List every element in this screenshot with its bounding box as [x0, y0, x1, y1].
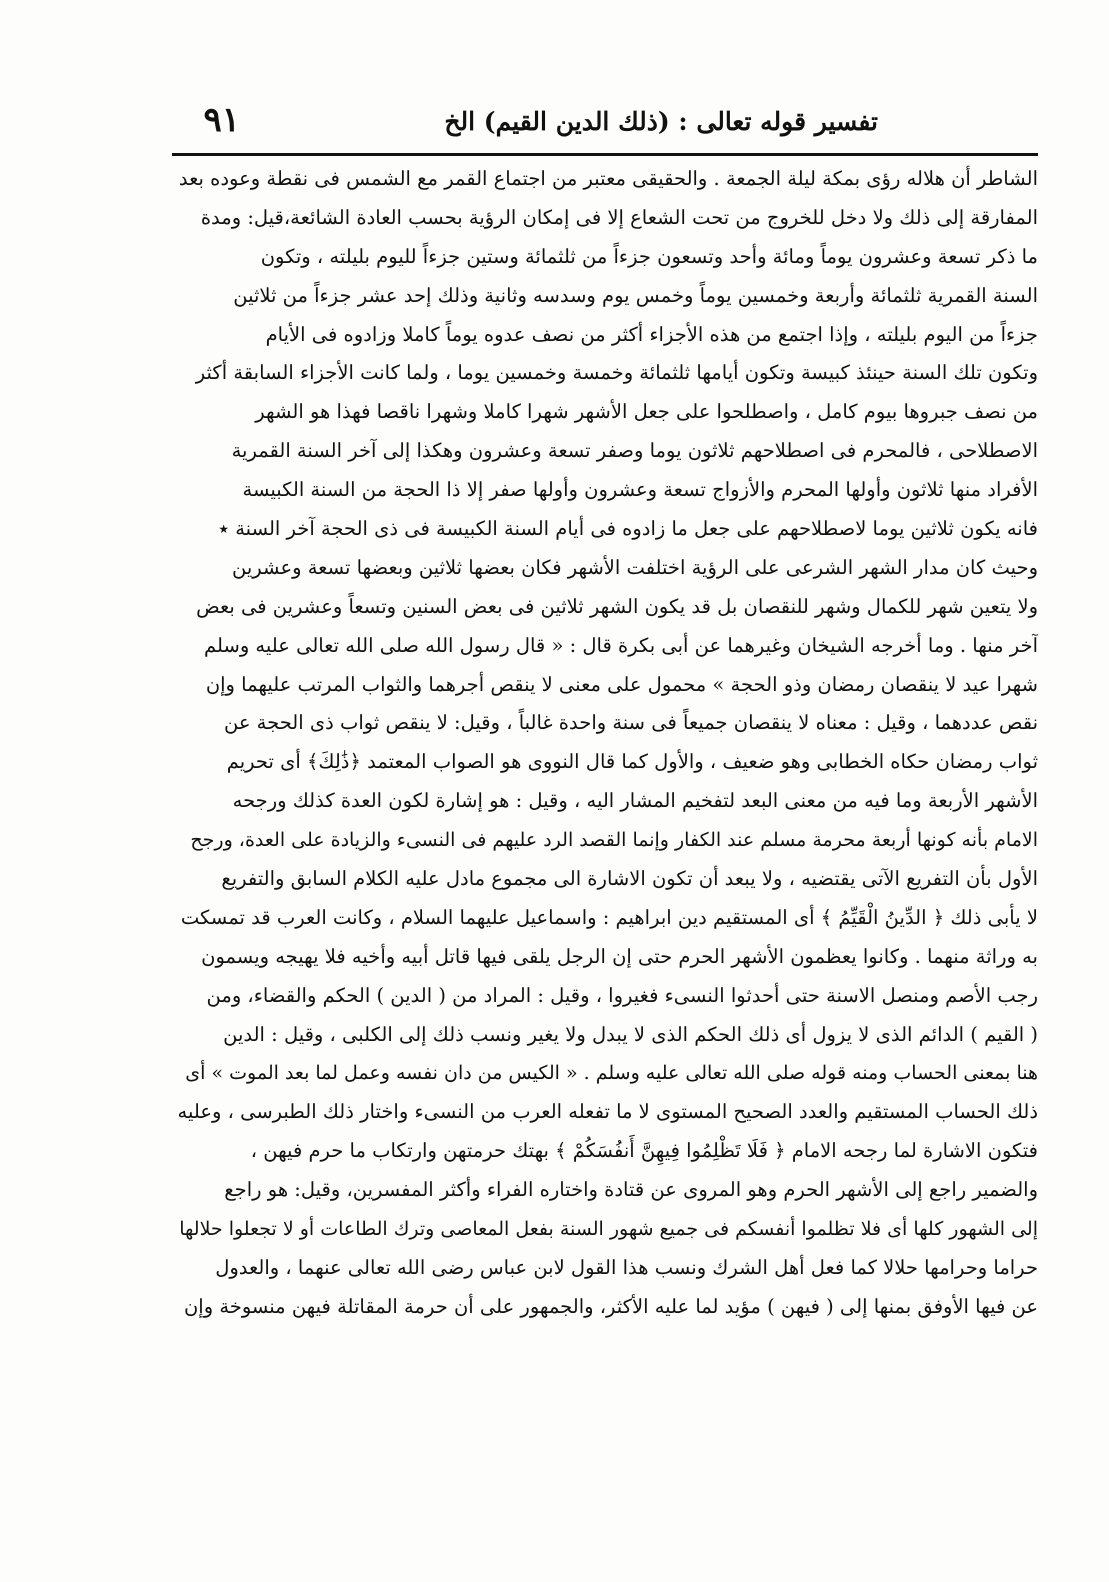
page-header: [172, 96, 1038, 150]
text-line: إلى الشهور كلها أى فلا تظلموا أنفسكم فى جميع شهور السنة بفعل المعاصى وترك الطاعات أو لا تجعلوا حلالها: [179, 1218, 1038, 1241]
text-line: هنا بمعنى الحساب ومنه قوله صلى الله تعالى عليه وسلم . « الكيس من دان نفسه وعمل لما بعد الموت » أى: [185, 1062, 1038, 1085]
text-line: فانه يكون ثلاثين يوما لاصطلاحهم على جعل ما زادوه فى أيام السنة الكبيسة فى ذى الحجة آخر السنة ٭: [218, 517, 1038, 541]
text-line: ( القيم ) الدائم الذى لا يزول أى ذلك الحكم الذى لا يبدل ولا يغير ونسب ذلك إلى الكلبى ، وقيل : الدين: [223, 1022, 1038, 1046]
text-line: من نصف جبروها بيوم كامل ، واصطلحوا على جعل الأشهر شهرا كاملا وشهرا ناقصا فهذا هو الشهر: [255, 400, 1038, 424]
text-line: وحيث كان مدار الشهر الشرعى على الرؤية اختلفت الأشهر فكان بعضها ثلاثين وبعضها تسعة وعشرين: [232, 555, 1038, 579]
text-line: الامام بأنه كونها أربعة محرمة مسلم عند الكفار وإنما القصد الرد عليهم فى النسىء والزيادة على العدة، ورجح: [190, 829, 1038, 852]
text-line: المفارقة إلى ذلك ولا دخل للخروج من تحت الشعاع إلا فى إمكان الرؤية بحسب العادة الشائعة،قيل: ومدة: [200, 205, 1038, 229]
text-line: ولا يتعين شهر للكمال وشهر للنقصان بل قد يكون الشهر ثلاثين فى بعض السنين وتسعاً وعشرين فى بعض: [196, 594, 1038, 618]
text-line: نقص عددهما ، وقيل : معناه لا ينقصان جميعاً فى سنة واحدة غالباً ، وقيل: لا ينقص ثواب ذى الحجة عن: [223, 711, 1038, 735]
text-line: السنة القمرية ثلثمائة وأربعة وخمسين يوماً وخمس يوم وسدسه وثانية وذلك إحد عشر جزءاً من ثلاثين: [233, 283, 1038, 307]
text-line: ثواب رمضان حكاه الخطابى وهو ضعيف ، والأول كما قال النووى هو الصواب المعتمد ﴿ذَٰلِكَ﴾ أى تحريم: [226, 750, 1038, 774]
text-line: الأول بأن التفريع الآتى يقتضيه ، ولا يبعد أن تكون الاشارة الى مجموع مادل عليه الكلام السابق والتفريع: [221, 867, 1038, 891]
text-line: الأفراد منها ثلاثون وأولها المحرم والأزواج تسعة وعشرون وأولها صفر إلا ذا الحجة من السنة الكبيسة: [242, 478, 1038, 502]
text-line: عن فيها الأوفق بمنها إلى ( فيهن ) مؤيد لما عليه الأكثر، والجمهور على أن حرمة المقاتلة فيهن منسوخة وإن: [183, 1294, 1038, 1318]
text-line: لا يأبى ذلك ﴿ الدِّينُ الْقَيِّمُ ﴾ أى المستقيم دين ابراهيم : واسماعيل عليهما السلام ، وكانت العرب قد تمسكت: [180, 905, 1038, 929]
text-line: وتكون تلك السنة حينئذ كبيسة وتكون أيامها ثلثمائة وخمسة وخمسين يوما ، ولما كانت الأجزاء السابقة أكثر: [195, 361, 1038, 385]
text-line: فتكون الاشارة لما رجحه الامام ﴿ فَلَا تَظْلِمُوا فِيهِنَّ أَنفُسَكُمْ ﴾ بهتك حرمتهن وارتكاب ما حرم فيهن ،: [250, 1139, 1038, 1163]
text-line: والضمير راجع إلى الأشهر الحرم وهو المروى عن قتادة واختاره الفراء وأكثر المفسرين، وقيل: هو راجع: [224, 1178, 1038, 1202]
page-number: ٩١: [203, 100, 240, 140]
text-line: آخر منها . وما أخرجه الشيخان وغيرهما عن أبى بكرة قال : « قال رسول الله صلى الله تعالى عليه وسلم: [204, 633, 1038, 657]
text-line: الشاطر أن هلاله رؤى بمكة ليلة الجمعة . والحقيقى معتبر من اجتماع القمر مع الشمس فى نقطة وعوده بعد: [178, 167, 1038, 190]
text-line: حراما وحرامها حلالا كما فعل أهل الشرك ونسب هذا القول لابن عباس رضى الله تعالى عنهما ، والعدول: [215, 1255, 1038, 1279]
text-line: جزءاً من اليوم بليلته ، وإذا اجتمع من هذه الأجزاء أكثر من نصف عدوه يوماً كاملا وزادوه فى الأيام: [265, 322, 1038, 346]
text-line: رجب الأصم ومنصل الاسنة حتى أحدثوا النسىء فغيروا ، وقيل : المراد من ( الدين ) الحكم والقضاء، ومن: [206, 983, 1038, 1007]
running-title: تفسير قوله تعالى : (ذلك الدين القيم) الخ: [444, 107, 878, 136]
body-text: [172, 160, 1038, 1482]
text-line: شهرا عيد لا ينقصان رمضان وذو الحجة » محمول على معنى لا ينقص أجرهما والثواب المرتب عليهما وإن: [205, 672, 1038, 696]
text-line: ذلك الحساب المستقيم والعدد الصحيح المستوى لا ما تفعله العرب من النسىء واختار ذلك الطبرسى ، وعليه: [177, 1100, 1038, 1124]
text-line: الاصطلاحى ، فالمحرم فى اصطلاحهم ثلاثون يوما وصفر تسعة وعشرون وهكذا إلى آخر السنة القمرية: [231, 439, 1038, 463]
text-line: به وراثة منهما . وكانوا يعظمون الأشهر الحرم حتى إن الرجل يلقى فيها قاتل أبيه وأخيه فلا يهيجه ويسمون: [201, 944, 1038, 968]
text-line: الأشهر الأربعة وما فيه من معنى البعد لتفخيم المشار اليه ، وقيل : هو إشارة لكون العدة كذلك ورجحه: [232, 789, 1038, 813]
text-line: ما ذكر تسعة وعشرون يوماً ومائة وأحد وتسعون جزءاً من ثلثمائة وستين جزءاً لليوم بليلته ، وتكون: [260, 244, 1038, 268]
header-rule: [172, 153, 1038, 156]
